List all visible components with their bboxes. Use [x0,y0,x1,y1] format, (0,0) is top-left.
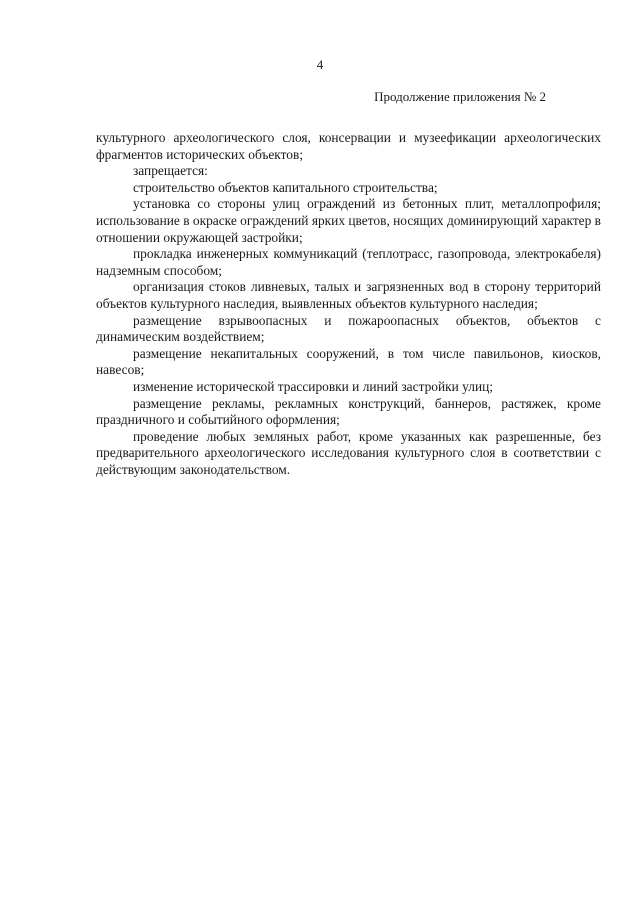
list-item: прокладка инженерных коммуникаций (теплотрасс, газопровода, электрокабеля) надземным способом; [96,246,601,278]
page-number: 4 [316,57,324,72]
list-item: организация стоков ливневых, талых и загрязненных вод в сторону территорий объектов культурного наследия, выявленных объектов культурного наследия; [96,279,601,311]
paragraph-continuation: культурного археологического слоя, консервации и музеефикации археологических фрагментов исторических объектов; [96,130,601,162]
list-item: строительство объектов капитального строительства; [133,179,438,195]
appendix-continuation-label: Продолжение приложения № 2 [374,89,546,104]
paragraph-prohibited-heading: запрещается: [133,163,208,179]
list-item: изменение исторической трассировки и линий застройки улиц; [133,378,494,394]
list-item: размещение взрывоопасных и пожароопасных объектов, объектов с динамическим воздействием; [96,312,601,345]
document-body [96,130,601,478]
list-item: размещение некапитальных сооружений, в том числе павильонов, киосков, навесов; [96,345,601,378]
list-item: проведение любых земляных работ, кроме указанных как разрешенные, без предварительного археологического исследования культурного слоя в соответствии с действующим законодательством. [96,428,601,477]
list-item: размещение рекламы, рекламных конструкций, баннеров, растяжек, кроме праздничного и событийного оформления; [96,395,601,428]
list-item: установка со стороны улиц ограждений из бетонных плит, металлопрофиля; использование в окраске ограждений ярких цветов, носящих доминирующий характер в отношении окружающей застройки; [96,196,601,245]
